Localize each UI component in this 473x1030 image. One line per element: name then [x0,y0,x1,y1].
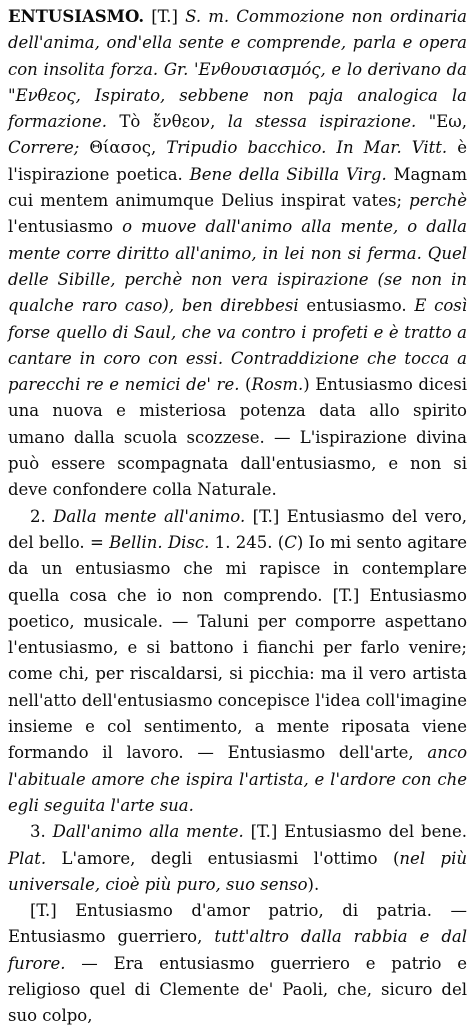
entry-paragraph-2: 2. Dalla mente all'animo. [T.] Entusiasmo del vero, del bello. = Bellin. Disc. 1. 245. (C) Io mi sento agitare da un entusiasmo che mi rapisce in contemplare quella cosa che io non comprendo. [T.] Entusiasmo poetico, musicale. — Taluni per comporre aspettano l'entusiasmo, e si battono i fianchi per farlo venire; come chi, per riscaldarsi, si picchia: ma il vero artista nell'atto dell'entusiasmo concepisce l'idea coll'imagine insieme e col sentimento, a mente riposata viene formando il lavoro. — Entusiasmo dell'arte, anco l'abituale amore che ispira l'artista, e l'ardore con che egli seguita l'arte sua. [8,506,468,815]
entry-paragraph-4: [T.] Entusiasmo d'amor patrio, di patria. — Entusiasmo guerriero, tutt'altro dalla rabbia e dal furore. — Era entusiasmo guerriero e patrio e religioso quel di Clemente de' Paoli, che, sicuro del suo colpo, [8,901,467,1026]
entry-paragraph-1: ENTUSIASMO. [T.] S. m. Commozione non ordinaria dell'anima, ond'ella sente e comprende, parla e opera con insolita forza. Gr. 'Ενθουσιασμός, e lo derivano da "Ενθεος, Ispirato, sebbene non paja analogica la formazione. Τὸ ἔνθεον, la stessa ispirazione. "Εω, Correre; Θίασος, Tripudio bacchico. In Mar. Vitt. è l'ispirazione poetica. Bene della Sibilla Virg. Magnam cui mentem animumque Delius inspirat vates; perchè l'entusiasmo o muove dall'animo alla mente, o dalla mente corre diritto all'animo, in lei non si ferma. Quel delle Sibille, perchè non vera ispirazione (se non in qualche raro caso), ben direbbesi entusiasmo. E così forse quello di Saul, che va contro i profeti e è tratto a cantare in coro con essi. Contraddizione che tocca a parecchi re e nemici de' re. (Rosm.) Entusiasmo dicesi una nuova e misteriosa potenza data allo spirito umano dalla scuola scozzese. — L'ispirazione divina può essere scompagnata dall'entusiasmo, e non si deve confondere colla Naturale. [8,7,468,500]
entry-paragraph-3: 3. Dall'animo alla mente. [T.] Entusiasmo del bene. Plat. L'amore, degli entusiasmi l'ottimo (nel più universale, cioè più puro, suo senso). [8,822,467,894]
headword: ENTUSIASMO. [8,7,145,26]
